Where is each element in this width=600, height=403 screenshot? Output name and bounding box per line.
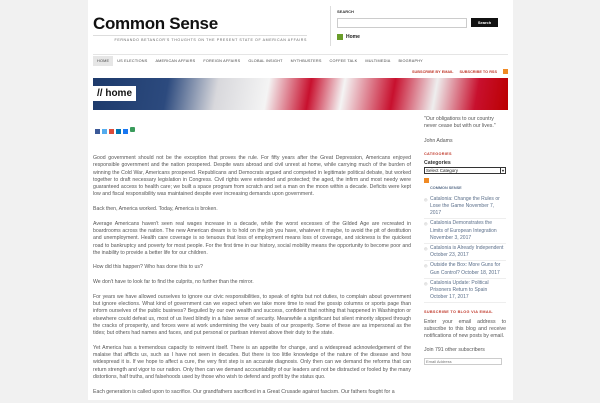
post-date: October 18, 2017	[461, 269, 500, 276]
bullet-icon: ◎	[424, 196, 428, 202]
post-title[interactable]: Catalonia is Already Independent	[430, 245, 504, 251]
categories-label: Categories	[424, 160, 451, 167]
share-icon[interactable]	[95, 129, 100, 134]
subscribe-text: Enter your email address to subscribe to this blog and receive notifications of new posts by email.	[424, 318, 506, 340]
post-title[interactable]: Catalonia: Change the Rules or Lose the Game	[430, 195, 500, 209]
sidebar	[424, 116, 506, 366]
categories-heading: CATEGORIES	[424, 151, 452, 156]
post-item[interactable]	[424, 244, 506, 261]
paragraph: Back then, America worked. Today, America is broken.	[93, 206, 218, 213]
share-icon[interactable]	[109, 129, 114, 134]
page-title: // home	[93, 86, 136, 101]
search-input[interactable]	[337, 18, 467, 28]
rss-feed-icon[interactable]	[424, 178, 429, 183]
subscriber-count: Join 791 other subscribers	[424, 346, 485, 353]
share-icon[interactable]	[123, 129, 128, 134]
main-nav	[93, 54, 508, 66]
email-input[interactable]	[424, 358, 502, 365]
home-link[interactable]	[337, 34, 506, 40]
home-icon	[337, 34, 343, 40]
subscribe-links	[412, 69, 508, 74]
share-icon[interactable]	[116, 129, 121, 134]
search-widget	[330, 6, 506, 46]
quote: "Our obligations to our country never cease but with our lives."	[424, 116, 496, 130]
search-button[interactable]: Search	[471, 18, 498, 27]
bullet-icon: ◎	[424, 263, 428, 269]
nav-item[interactable]: AMERICAN AFFAIRS	[155, 58, 196, 63]
paragraph: Average Americans haven't seen real wages increase in a decade, while the worst excesses of the Gilded Age are recreated in boardrooms across the nation. The new American dream is to hold on the job you have, whatever it maybe, to avoid the pit of destitution and unemployment. Health care coverage is so tenuous that loss of employment means loss of coverage, and sickness is the quickest road to bankruptcy and poverty for most people. For the first time in our history, social mobility means the opportunity to become poor and the inability to provide a better life for our children.	[93, 220, 411, 256]
share-icon[interactable]	[102, 129, 107, 134]
paragraph: How did this happen? Who has done this to us?	[93, 264, 203, 271]
paragraph: Each generation is called upon to sacrifice. Our grandfathers sacrificed in a Great Crusade against fascism. Our fathers fought for a	[93, 388, 395, 395]
site-title[interactable]: Common Sense	[93, 14, 218, 33]
flag-banner	[93, 78, 508, 110]
post-date: October 17, 2017	[430, 294, 469, 301]
nav-item[interactable]: GLOBAL INSIGHT	[248, 58, 283, 63]
bullet-icon: ◎	[424, 280, 428, 286]
paragraph: For years we have allowed ourselves to ignore our civic responsibilities, to speak of rights but not duties, to complain about government but ignore elections. What kind of government can we expect when we take more time to read the gossip columns or sports page than inform ourselves of the public business? Beguiled by our own wealth and success, confident that nothing that happened in Washington or elsewhere could defeat us, most of us lived blindly in a false sense of security. Meanwhile a significant but silent minority slipped through the cracks of prosperity, and forces were at work undermining the very basis of our prosperity. Some of these are as impersonal as the tides; but others had names and faces, and put personal or partisan interest above their duty to the state.	[93, 293, 411, 337]
paragraph: Yet America has a tremendous capacity to reinvent itself. There is an appetite for change, and a widespread acknowledgement of the malaise that afflicts us, such as I have not seen in decades. But there is too little knowledge of the nature of the disease and how widespread it is. If we hope to affect a cure, the very first step is an accurate diagnosis. Only then can we demand the reforms that can return strength and vigor to our nation. Only then can we demand accountability of our leaders and not be distracted or fooled by the many distortions, half truths, and falsehoods used by those who wish to defend and profit by the status quo.	[93, 344, 411, 380]
paragraph: Good government should not be the exception that proves the rule. For fifty years after the Great Depression, Americans enjoyed responsible government and the nation prospered. Despite wars abroad and civil unrest at home, while carrying much of the burden of winning the Cold War, Americans prospered. Republicans and Democrats argued and competed in legitimate political debate, but worked together to draft necessary legislation in Congress. Civil rights were extended and protected; the aged, the infirm and most needy were guaranteed access to health care; we built a space program from scratch and set a man on the moon within a decade. Deficits were kept low and fiscal responsibility was maintained despite ever increasing demands upon government.	[93, 155, 411, 198]
article-content	[93, 155, 411, 403]
bullet-icon: ◎	[424, 221, 428, 227]
nav-item[interactable]: MYTHBUSTERS	[290, 58, 322, 63]
post-item[interactable]	[424, 261, 506, 278]
post-item[interactable]	[424, 195, 506, 220]
nav-item[interactable]: BIOGRAPHY	[398, 58, 423, 63]
categories-select-value: Select Category	[426, 168, 459, 174]
post-date: November 7, 2017	[430, 202, 495, 217]
share-icon[interactable]	[130, 127, 135, 132]
bullet-icon: ◎	[424, 246, 428, 251]
post-item[interactable]	[424, 279, 506, 304]
chevron-down-icon: ▾	[501, 168, 504, 174]
post-item[interactable]	[424, 219, 506, 244]
page	[88, 0, 513, 400]
subscribe-heading: SUBSCRIBE TO BLOG VIA EMAIL	[424, 310, 493, 315]
search-label: SEARCH	[337, 9, 354, 14]
subscribe-email-link[interactable]: SUBSCRIBE BY EMAIL	[412, 69, 454, 74]
post-title[interactable]: Catalonia Demonstrates the Limits of European Integration	[430, 220, 497, 234]
site-tagline: FERNANDO BETANCOR'S THOUGHTS ON THE PRESENT STATE OF AMERICAN AFFAIRS	[93, 35, 307, 43]
quote-author: John Adams	[424, 137, 453, 144]
share-buttons	[95, 127, 135, 134]
feed-title[interactable]: COMMON SENSE	[430, 186, 462, 191]
nav-item[interactable]: COFFEE TALK	[329, 58, 358, 63]
nav-item[interactable]: MULTIMEDIA	[365, 58, 391, 63]
categories-select[interactable]	[424, 167, 506, 174]
home-link-label: Home	[346, 34, 360, 40]
rss-icon[interactable]	[503, 69, 508, 74]
post-date: November 3, 2017	[430, 234, 472, 241]
recent-posts	[424, 195, 506, 304]
subscribe-rss-link[interactable]: SUBSCRIBE TO RSS	[459, 69, 497, 74]
post-title[interactable]: Outside the Box: More Guns for Gun Control?	[430, 262, 501, 276]
post-date: October 23, 2017	[430, 252, 469, 259]
post-title[interactable]: Catalonia Update: Political Prisoners Return to Spain	[430, 279, 489, 294]
paragraph: We don't have to look far to find the culprits, no further than the mirror.	[93, 279, 254, 286]
nav-item[interactable]: FOREIGN AFFAIRS	[203, 58, 241, 63]
nav-item[interactable]: HOME	[93, 56, 113, 66]
nav-item[interactable]: US ELECTIONS	[117, 58, 148, 63]
